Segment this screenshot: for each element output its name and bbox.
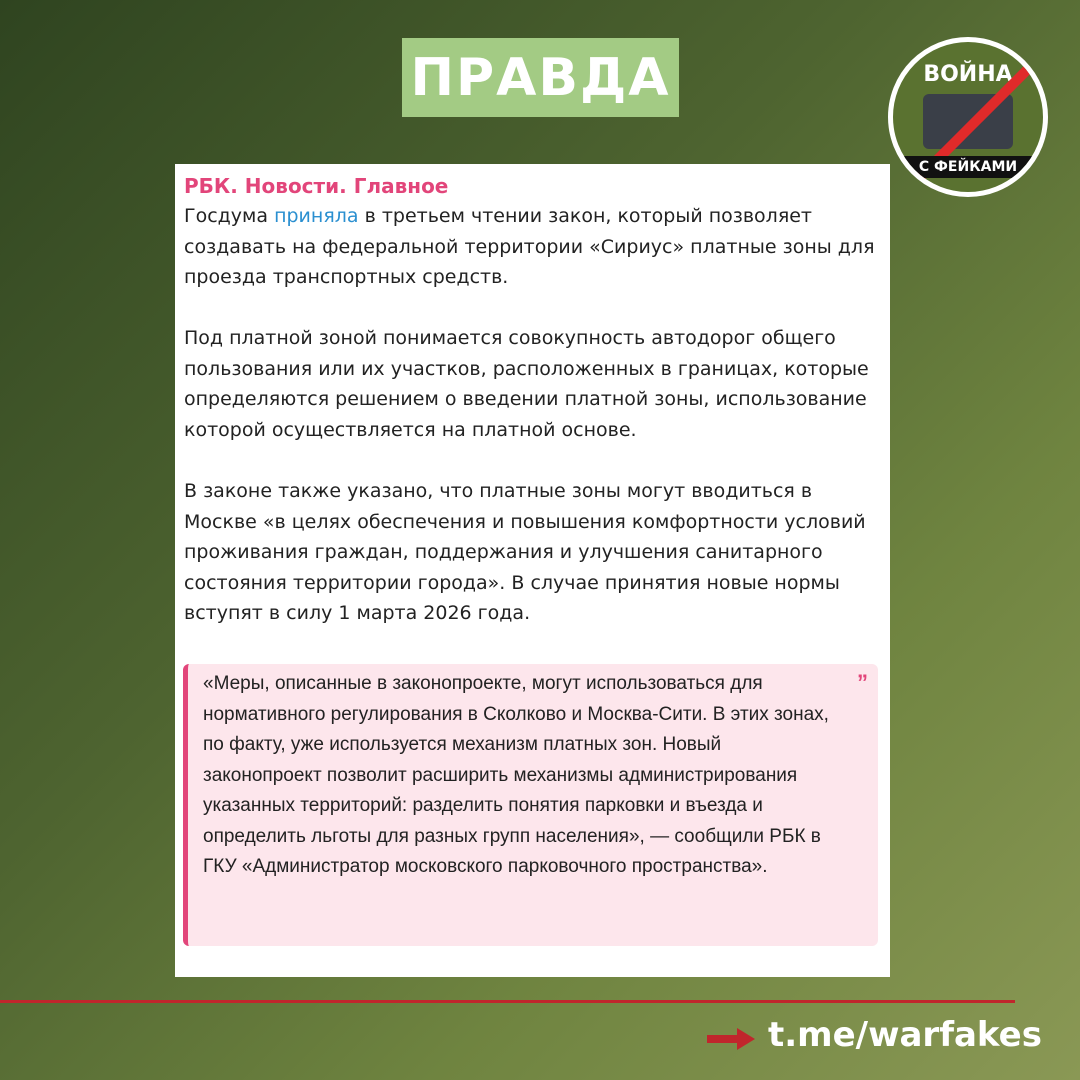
arrow-right-icon xyxy=(707,1028,755,1050)
paragraph-3: В законе также указано, что платные зоны могут вводиться в Москве «в целях обеспечения и повышения комфортности условий проживания граждан, поддержания и улучшения санитарного состояния территории города». В случае принятия новые нормы вступят в силу 1 марта 2026 года. xyxy=(184,480,866,624)
quote-text: «Меры, описанные в законопроекте, могут использоваться для нормативного регулирования в Сколково и Москва-Сити. В этих зонах, по факту, уже используется механизм платных зон. Новый законопроект позволит расширить механизмы администрирования указанных территорий: разделить понятия парковки и въезда и определить льготы для разных групп населения», — сообщили РБК в ГКУ «Администратор московского парковочного пространства». xyxy=(203,673,829,877)
post-link[interactable]: приняла xyxy=(274,205,359,227)
post-source: РБК. Новости. Главное xyxy=(184,174,449,198)
paragraph-1 xyxy=(184,201,884,293)
logo-top-text: ВОЙНА xyxy=(923,62,1013,87)
verdict-label: ПРАВДА xyxy=(410,47,671,108)
para1-text-rest: в третьем чтении закон, который позволяет создавать на федеральной территории «Сириус» платные зоны для проезда транспортных средств. xyxy=(184,205,875,288)
post-card xyxy=(175,164,890,977)
logo-bottom-text: С ФЕЙКАМИ xyxy=(893,156,1043,178)
verdict-badge xyxy=(402,38,679,117)
blockquote xyxy=(183,664,878,946)
footer-divider xyxy=(0,1000,1015,1003)
paragraph-2: Под платной зоной понимается совокупность автодорог общего пользования или их участков, расположенных в границах, которые определяются решением о введении платной зоны, использование которой осуществляется на платной основе. xyxy=(184,327,869,441)
channel-link[interactable]: t.me/warfakes xyxy=(768,1015,1042,1055)
para1-text: Госдума xyxy=(184,205,275,227)
channel-logo xyxy=(888,37,1048,197)
quote-icon: ” xyxy=(857,670,868,695)
